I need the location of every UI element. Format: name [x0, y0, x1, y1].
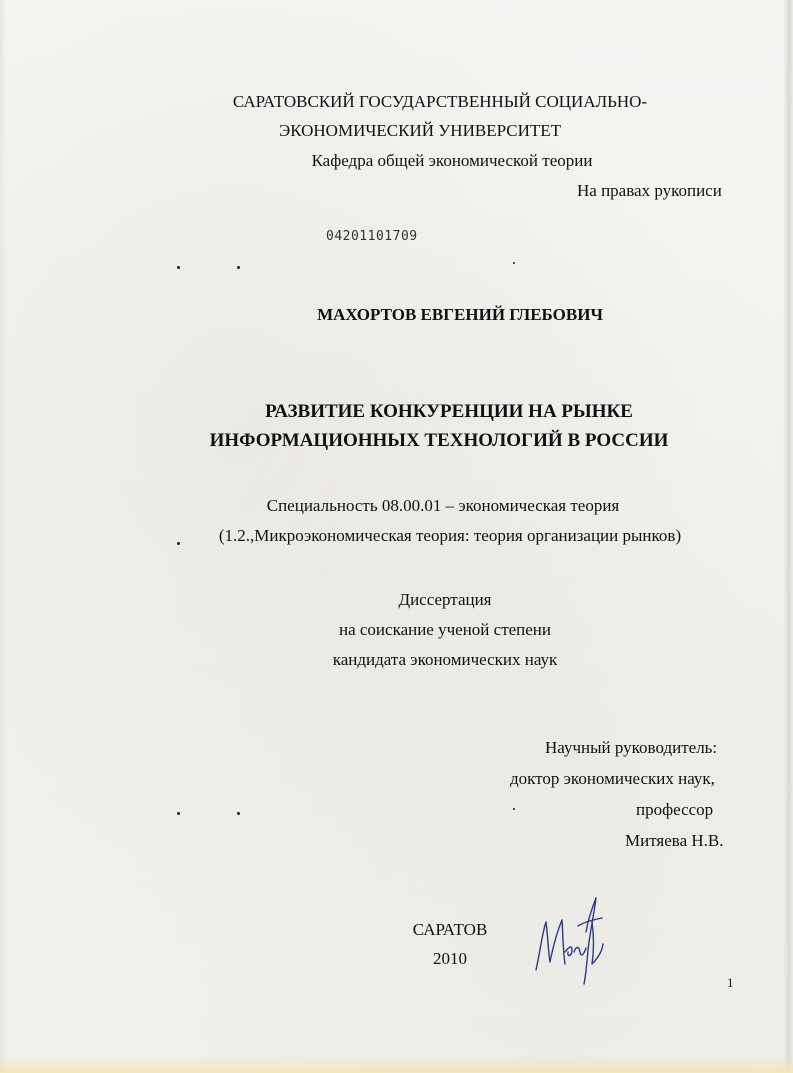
page-number: 1: [727, 975, 734, 990]
work-type: Диссертация: [398, 590, 492, 609]
supervisor-title: профессор: [636, 800, 714, 819]
handwritten-signature: [532, 892, 607, 987]
manuscript-note: На правах рукописи: [577, 181, 722, 200]
author-name: МАХОРТОВ ЕВГЕНИЙ ГЛЕБОВИЧ: [317, 305, 603, 324]
scan-left-edge: [0, 0, 6, 1073]
scan-speck: [177, 542, 180, 545]
scan-speck: [177, 266, 180, 269]
university-name-line1: САРАТОВСКИЙ ГОСУДАРСТВЕННЫЙ СОЦИАЛЬНО-: [232, 92, 648, 111]
degree-line1: на соискание ученой степени: [338, 620, 552, 639]
city: САРАТОВ: [412, 920, 488, 939]
degree-line2: кандидата экономических наук: [332, 650, 558, 669]
scan-speck: [237, 266, 240, 269]
year: 2010: [433, 949, 467, 968]
scan-speck: [513, 808, 515, 810]
scan-bottom-edge: [0, 1055, 793, 1073]
specialty-line1: Специальность 08.00.01 – экономическая теория: [266, 496, 620, 515]
scan-speck: [513, 262, 515, 264]
scan-right-edge: [783, 0, 793, 1073]
supervisor-degree: доктор экономических наук,: [510, 769, 715, 788]
supervisor-name: Митяева Н.В.: [625, 831, 724, 850]
scan-speck: [177, 812, 180, 815]
department-name: Кафедра общей экономической теории: [311, 151, 593, 170]
supervisor-label: Научный руководитель:: [545, 738, 718, 757]
university-name-line2: ЭКОНОМИЧЕСКИЙ УНИВЕРСИТЕТ: [278, 121, 562, 140]
specialty-line2: (1.2.,Микроэкономическая теория: теория организации рынков): [218, 526, 682, 545]
dissertation-title-line1: РАЗВИТИЕ КОНКУРЕНЦИИ НА РЫНКЕ: [265, 401, 633, 422]
scan-speck: [237, 812, 240, 815]
registration-number: 04201101709: [326, 229, 418, 244]
dissertation-title-line2: ИНФОРМАЦИОННЫХ ТЕХНОЛОГИЙ В РОССИИ: [209, 430, 669, 451]
